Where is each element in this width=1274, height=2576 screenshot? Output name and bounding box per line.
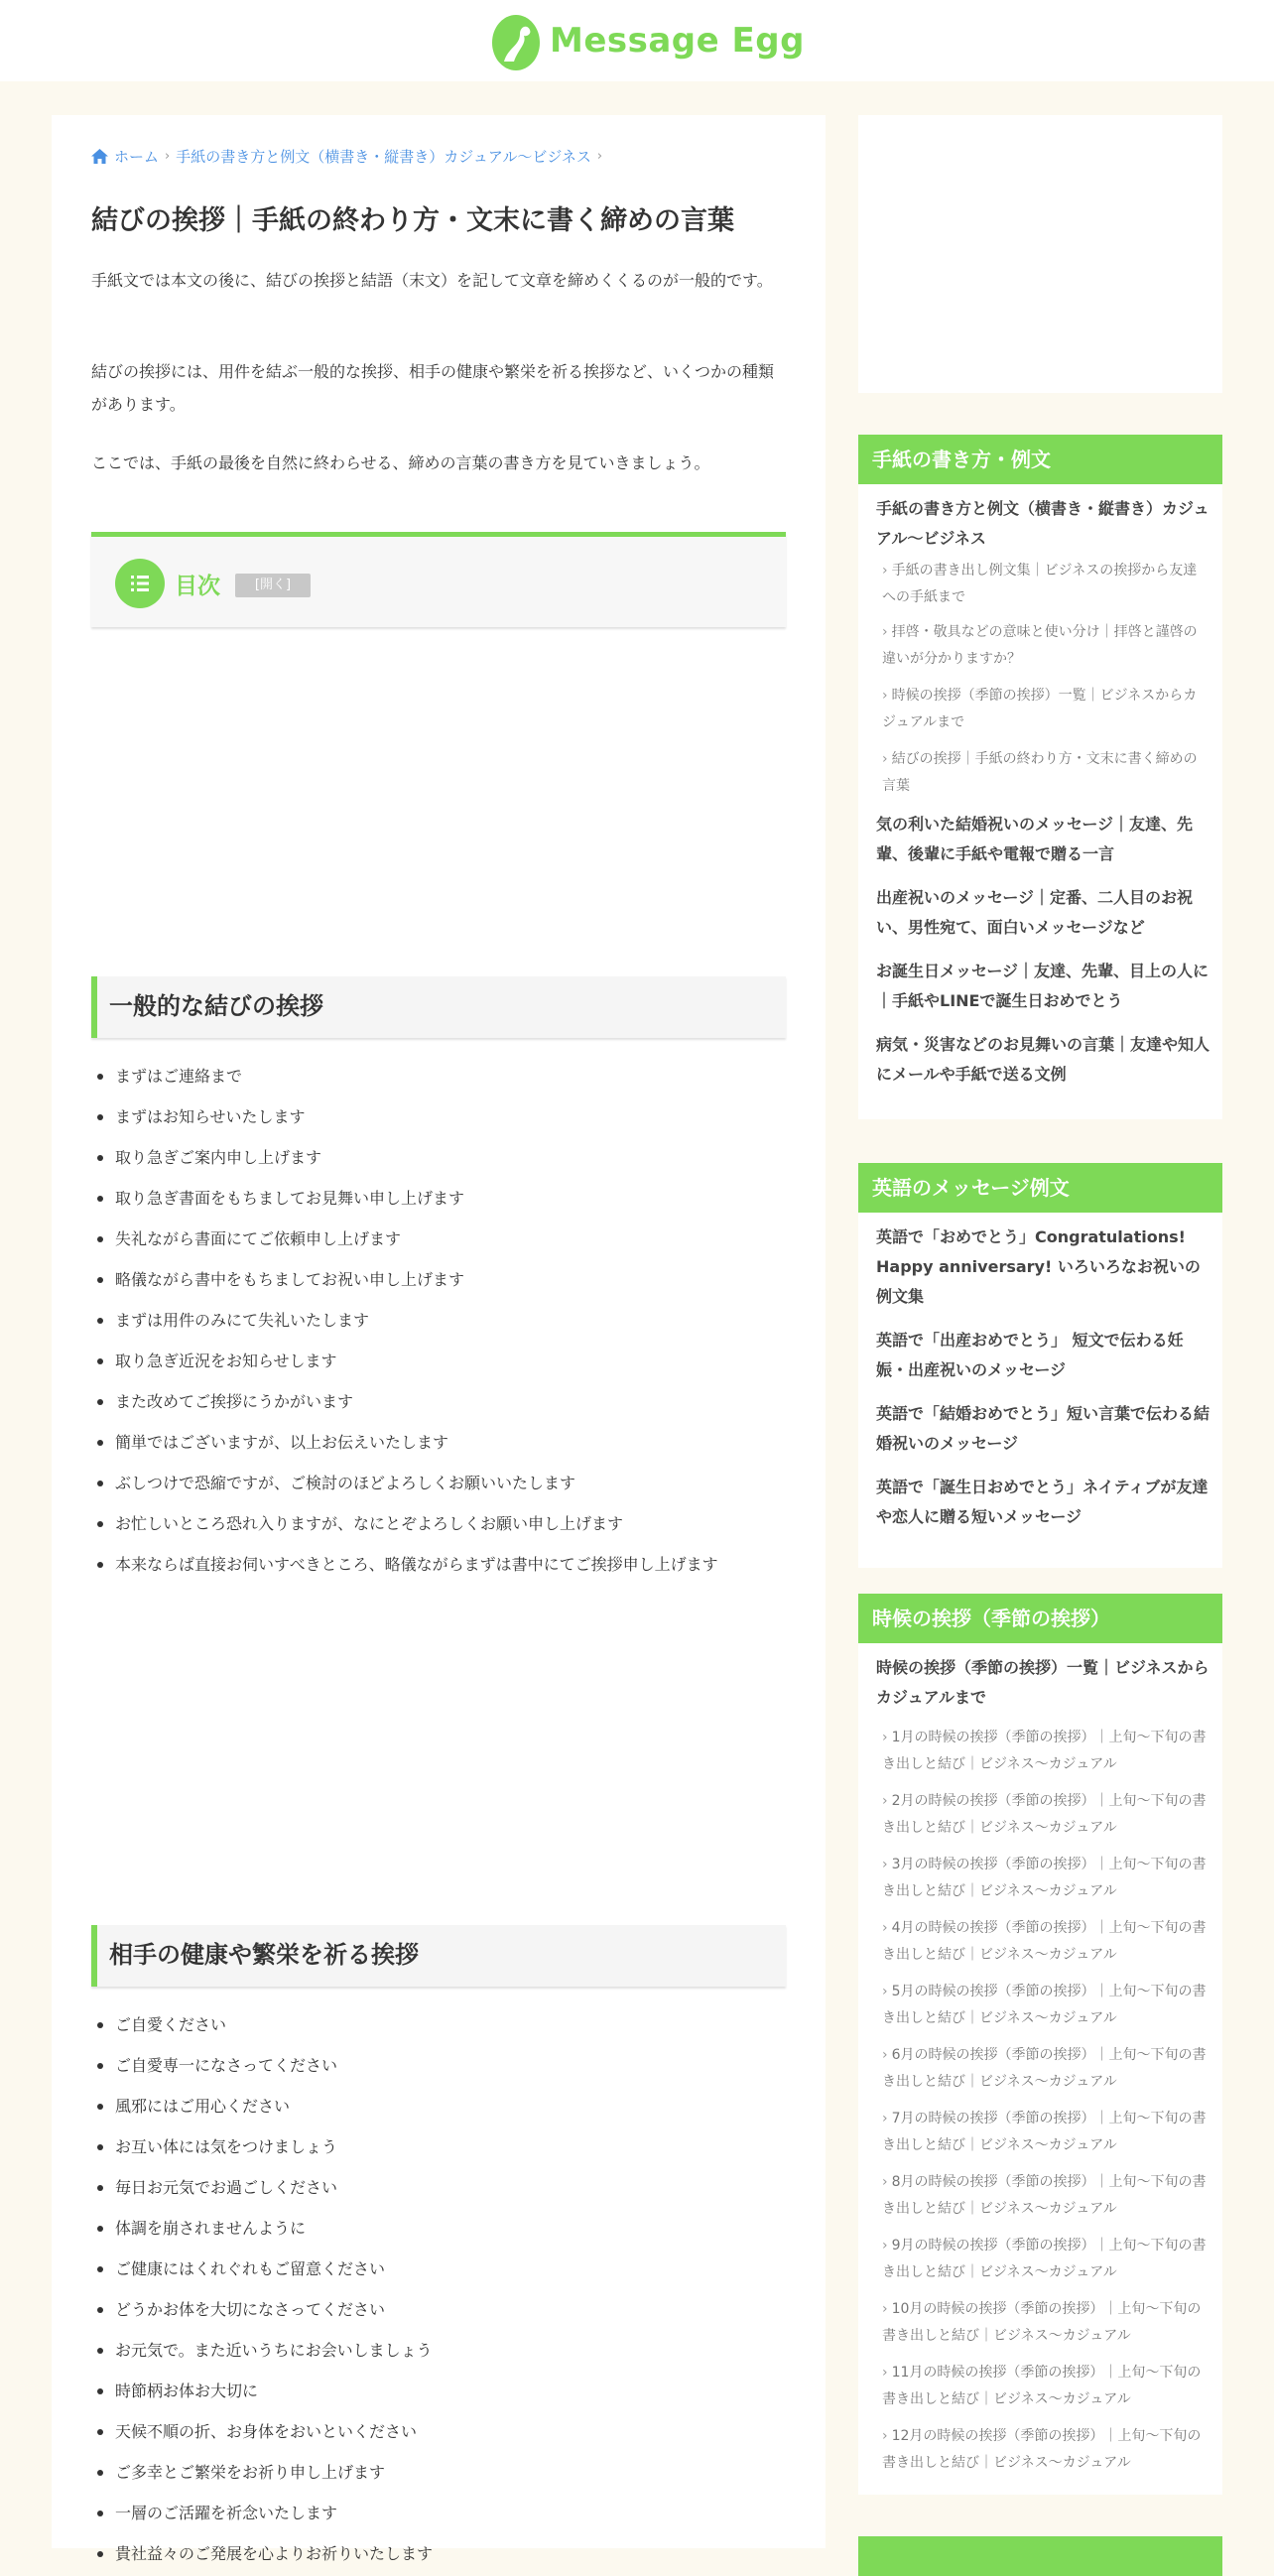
list-item: ご健康にはくれぐれもご留意ください — [91, 2249, 786, 2289]
list-item: 本来ならば直接お伺いすべきところ、略儀ながらまずは書中にてご挨拶申し上げます — [91, 1544, 786, 1585]
intro-paragraph-1: 手紙文では本文の後に、結びの挨拶と結語（末文）を記して文章を締めくくるのが一般的です。 — [91, 271, 773, 290]
chevron-right-icon: › — [882, 2238, 888, 2254]
sidebar-sublink[interactable] — [882, 2296, 1210, 2350]
sidebar-sublink[interactable] — [882, 746, 1210, 800]
list-item: 体調を崩されませんように — [91, 2208, 786, 2249]
sidebar-sublink-label: 11月の時候の挨拶（季節の挨拶）｜上旬～下旬の書き出しと結び｜ビジネス～カジュアル — [882, 2365, 1202, 2407]
page-title: 結びの挨拶｜手紙の終わり方・文末に書く締めの言葉 — [91, 205, 734, 236]
sidebar-sublink[interactable] — [882, 683, 1210, 736]
chevron-right-icon: › — [882, 2111, 888, 2126]
section-heading-general-closing: 一般的な結びの挨拶 — [91, 976, 786, 1038]
chevron-right-icon: › — [882, 624, 888, 640]
list-item: まずはご連絡まで — [91, 1056, 786, 1096]
widget-title: 英語のメッセージ例文 — [858, 1163, 1222, 1213]
home-icon — [91, 149, 108, 164]
chevron-right-icon: › — [882, 2428, 888, 2444]
sidebar-link[interactable]: 英語で「結婚おめでとう」短い言葉で伝わる結婚祝いのメッセージ — [876, 1404, 1210, 1453]
list-item: ご自愛専一になさってください — [91, 2045, 786, 2086]
list-item: まずは用件のみにて失礼いたします — [91, 1300, 786, 1341]
list-item: まずはお知らせいたします — [91, 1096, 786, 1137]
list-item: お忙しいところ恐れ入りますが、なにとぞよろしくお願い申し上げます — [91, 1503, 786, 1544]
breadcrumb-home-link[interactable]: ホーム — [114, 147, 160, 166]
sidebar-sublink-label: 6月の時候の挨拶（季節の挨拶）｜上旬～下旬の書き出しと結び｜ビジネス～カジュアル — [882, 2047, 1207, 2090]
sidebar-sublink-label: 1月の時候の挨拶（季節の挨拶）｜上旬～下旬の書き出しと結び｜ビジネス～カジュアル — [882, 1730, 1207, 1772]
widget-title — [858, 2536, 1222, 2576]
logo-text: Message Egg — [550, 21, 805, 61]
list-item: ぶしつけで恐縮ですが、ご検討のほどよろしくお願いいたします — [91, 1463, 786, 1503]
sidebar-link[interactable]: 気の利いた結婚祝いのメッセージ｜友達、先輩、後輩に手紙や電報で贈る一言 — [876, 815, 1194, 863]
ad-placeholder — [858, 115, 1222, 393]
widget-title: 手紙の書き方・例文 — [858, 435, 1222, 484]
sidebar-sublink-label: 12月の時候の挨拶（季節の挨拶）｜上旬～下旬の書き出しと結び｜ビジネス～カジュアル — [882, 2428, 1202, 2471]
list-item: 一層のご活躍を祈念いたします — [91, 2493, 786, 2533]
sidebar-sublink[interactable] — [882, 2423, 1210, 2477]
widget-letter-writing — [858, 435, 1222, 1119]
chevron-right-icon: › — [882, 1920, 888, 1936]
chevron-right-icon: › — [882, 751, 888, 767]
widget-next — [858, 2536, 1222, 2576]
sidebar-sublink[interactable] — [882, 1725, 1210, 1778]
sidebar-link[interactable]: 英語で「おめでとう」Congratulations! Happy anniversary! いろいろなお祝いの例文集 — [876, 1227, 1201, 1306]
sidebar-link[interactable]: 時候の挨拶（季節の挨拶）一覧｜ビジネスからカジュアルまで — [876, 1658, 1210, 1707]
list-item: 取り急ぎ近況をお知らせします — [91, 1341, 786, 1381]
sidebar-sublink[interactable] — [882, 2042, 1210, 2096]
site-logo[interactable] — [490, 8, 805, 73]
sidebar-sublink-label: 手紙の書き出し例文集｜ビジネスの挨拶から友達への手紙まで — [882, 563, 1198, 605]
sidebar-sublink[interactable] — [882, 2169, 1210, 2223]
widget-title: 時候の挨拶（季節の挨拶） — [858, 1594, 1222, 1643]
chevron-right-icon: › — [165, 148, 171, 164]
chevron-right-icon: › — [882, 1793, 888, 1809]
sidebar-link[interactable]: 出産祝いのメッセージ｜定番、二人目のお祝い、男性宛て、面白いメッセージなど — [876, 888, 1194, 937]
list-item: ご多幸とご繁栄をお祈り申し上げます — [91, 2452, 786, 2493]
list-item: 失礼ながら書面にてご依頼申し上げます — [91, 1219, 786, 1259]
list-item: どうかお体を大切になさってください — [91, 2289, 786, 2330]
chevron-right-icon: › — [882, 563, 888, 579]
sidebar-sublink-label: 9月の時候の挨拶（季節の挨拶）｜上旬～下旬の書き出しと結び｜ビジネス～カジュアル — [882, 2238, 1207, 2280]
sidebar-sublink[interactable] — [882, 1852, 1210, 1905]
chevron-right-icon: › — [882, 688, 888, 704]
site-header — [0, 0, 1274, 81]
egg-logo-icon — [490, 10, 542, 71]
sidebar-sublink-label: 時候の挨拶（季節の挨拶）一覧｜ビジネスからカジュアルまで — [882, 688, 1198, 730]
sidebar-sublink-label: 結びの挨拶｜手紙の終わり方・文末に書く締めの言葉 — [882, 751, 1198, 794]
table-of-contents — [91, 532, 786, 627]
toc-open-button[interactable]: [開く] — [235, 574, 311, 597]
sidebar-sublink-label: 5月の時候の挨拶（季節の挨拶）｜上旬～下旬の書き出しと結び｜ビジネス～カジュアル — [882, 1984, 1207, 2026]
sidebar-sublink-label: 10月の時候の挨拶（季節の挨拶）｜上旬～下旬の書き出しと結び｜ビジネス～カジュアル — [882, 2301, 1202, 2344]
list-item: お元気で。また近いうちにお会いしましょう — [91, 2330, 786, 2371]
chevron-right-icon: › — [882, 1857, 888, 1872]
list-item: 天候不順の折、お身体をおいといください — [91, 2411, 786, 2452]
list-item: 風邪にはご用心ください — [91, 2086, 786, 2126]
intro-paragraph-2: 結びの挨拶には、用件を結ぶ一般的な挨拶、相手の健康や繁栄を祈る挨拶など、いくつかの種類があります。 — [91, 362, 775, 414]
chevron-right-icon: › — [882, 2047, 888, 2063]
sidebar-link[interactable]: 英語で「誕生日おめでとう」ネイティブが友達や恋人に贈る短いメッセージ — [876, 1478, 1209, 1526]
list-item: 取り急ぎ書面をもちましてお見舞い申し上げます — [91, 1178, 786, 1219]
sidebar-sublink-label: 4月の時候の挨拶（季節の挨拶）｜上旬～下旬の書き出しと結び｜ビジネス～カジュアル — [882, 1920, 1207, 1963]
list-item: 簡単ではございますが、以上お伝えいたします — [91, 1422, 786, 1463]
list-item: 毎日お元気でお過ごしください — [91, 2167, 786, 2208]
sidebar-sublink-label: 7月の時候の挨拶（季節の挨拶）｜上旬～下旬の書き出しと結び｜ビジネス～カジュアル — [882, 2111, 1207, 2153]
list-item: 貴社益々のご発展を心よりお祈りいたします — [91, 2533, 786, 2574]
list-item: 時節柄お体お大切に — [91, 2371, 786, 2411]
sidebar-sublink[interactable] — [882, 2360, 1210, 2413]
list-item: お互い体には気をつけましょう — [91, 2126, 786, 2167]
sidebar-sublink[interactable] — [882, 558, 1210, 611]
chevron-right-icon: › — [882, 2174, 888, 2190]
chevron-right-icon: › — [882, 1730, 888, 1745]
breadcrumb-category-link[interactable]: 手紙の書き方と例文（横書き・縦書き）カジュアル～ビジネス — [176, 147, 591, 166]
breadcrumb — [91, 145, 786, 167]
sidebar-sublink-label: 2月の時候の挨拶（季節の挨拶）｜上旬～下旬の書き出しと結び｜ビジネス～カジュアル — [882, 1793, 1207, 1836]
sidebar-sublink[interactable] — [882, 1915, 1210, 1969]
sidebar-sublink[interactable] — [882, 619, 1210, 673]
sidebar-link[interactable]: 英語で「出産おめでとう」 短文で伝わる妊娠・出産祝いのメッセージ — [876, 1331, 1184, 1379]
sidebar-link[interactable]: 病気・災害などのお見舞いの言葉｜友達や知人にメールや手紙で送る文例 — [876, 1035, 1210, 1084]
list-icon — [115, 559, 165, 608]
widget-english-messages — [858, 1163, 1222, 1568]
chevron-right-icon: › — [882, 1984, 888, 1999]
sidebar-sublink-label: 8月の時候の挨拶（季節の挨拶）｜上旬～下旬の書き出しと結び｜ビジネス～カジュアル — [882, 2174, 1207, 2217]
sidebar-sublink[interactable] — [882, 2106, 1210, 2159]
intro-paragraph-3: ここでは、手紙の最後を自然に終わらせる、締めの言葉の書き方を見ていきましょう。 — [91, 453, 710, 472]
widget-seasonal-greetings — [858, 1594, 1222, 2495]
sidebar-sublink-label: 3月の時候の挨拶（季節の挨拶）｜上旬～下旬の書き出しと結び｜ビジネス～カジュアル — [882, 1857, 1207, 1899]
list-item: 取り急ぎご案内申し上げます — [91, 1137, 786, 1178]
list-item: また改めてご挨拶にうかがいます — [91, 1381, 786, 1422]
sidebar-link[interactable]: 手紙の書き方と例文（横書き・縦書き）カジュアル～ビジネス — [876, 499, 1210, 548]
sidebar-sublink[interactable] — [882, 2233, 1210, 2286]
main-content — [52, 115, 826, 2563]
chevron-right-icon: › — [882, 2365, 888, 2381]
chevron-right-icon: › — [882, 2301, 888, 2317]
list-item: ご自愛ください — [91, 2004, 786, 2045]
list-item: 略儀ながら書中をもちましてお祝い申し上げます — [91, 1259, 786, 1300]
toc-title: 目次 — [175, 574, 220, 599]
section-heading-health-closing: 相手の健康や繁栄を祈る挨拶 — [91, 1925, 786, 1987]
sidebar-sublink[interactable] — [882, 1788, 1210, 1842]
sidebar-link[interactable]: お誕生日メッセージ｜友達、先輩、目上の人に｜手紙やLINEで誕生日おめでとう — [876, 962, 1210, 1010]
sidebar-sublink[interactable] — [882, 1979, 1210, 2032]
sidebar-sublink-label: 拝啓・敬具などの意味と使い分け｜拝啓と謹啓の違いが分かりますか？ — [882, 624, 1198, 667]
health-closing-list — [91, 2004, 786, 2574]
chevron-right-icon: › — [596, 148, 603, 164]
general-closing-list — [91, 1056, 786, 1585]
